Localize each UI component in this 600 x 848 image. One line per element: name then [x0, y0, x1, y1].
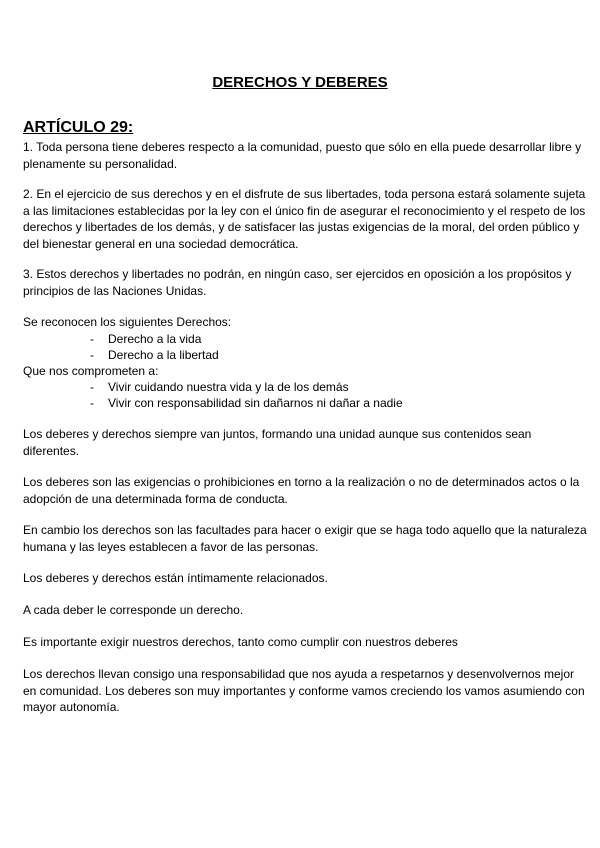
list-item-duty — [90, 379, 349, 395]
list-dash: - — [90, 396, 94, 410]
rights-intro: Se reconocen los siguientes Derechos: — [23, 315, 232, 329]
list-dash: - — [90, 348, 94, 362]
list-dash: - — [90, 332, 94, 346]
list-item-right — [90, 347, 219, 363]
article-heading: ARTÍCULO 29: — [23, 119, 134, 136]
paragraph-rights-definition: En cambio los derechos son las facultades para hacer o exigir que se haga todo aquello que la naturaleza humana y las leyes establecen a favor de las personas. — [23, 523, 587, 554]
paragraph-together: Los deberes y derechos siempre van juntos, formando una unidad aunque sus contenidos sean diferentes. — [23, 427, 532, 458]
list-item-text: Vivir cuidando nuestra vida y la de los demás — [108, 380, 349, 394]
paragraph-related: Los deberes y derechos están íntimamente relacionados. — [23, 571, 328, 585]
page-title: DERECHOS Y DEBERES — [212, 74, 388, 91]
list-item-text: Derecho a la libertad — [108, 348, 219, 362]
paragraph-duties-definition: Los deberes son las exigencias o prohibiciones en torno a la realización o no de determinados actos o la adopción de una determinada forma de conducta. — [23, 475, 580, 506]
list-item-text: Derecho a la vida — [108, 332, 202, 346]
list-item-text: Vivir con responsabilidad sin dañarnos ni dañar a nadie — [108, 396, 403, 410]
paragraph-each: A cada deber le corresponde un derecho. — [23, 603, 244, 617]
list-dash: - — [90, 380, 94, 394]
list-item-right — [90, 331, 201, 347]
article-paragraph-2: 2. En el ejercicio de sus derechos y en el disfrute de sus libertades, toda persona estará solamente sujeta a las limitaciones establecidas por la ley con el único fin de asegurar el reconocimiento y el respeto de los derechos y libertades de los demás, y de satisfacer las justas exigencias de la moral, del orden público y del bienestar general en una sociedad democrática. — [23, 187, 586, 251]
article-paragraph-3: 3. Estos derechos y libertades no podrán, en ningún caso, ser ejercidos en oposición a los propósitos y principios de las Naciones Unidas. — [23, 267, 572, 298]
paragraph-responsibility: Los derechos llevan consigo una responsabilidad que nos ayuda a respetarnos y desenvolvernos mejor en comunidad. Los deberes son muy importantes y conforme vamos creciendo los vamos asumiendo con mayor autonomía. — [23, 667, 585, 714]
list-item-duty — [90, 395, 403, 411]
article-paragraph-1: 1. Toda persona tiene deberes respecto a la comunidad, puesto que sólo en ella puede desarrollar libre y plenamente su personalidad. — [23, 140, 582, 171]
duties-intro: Que nos comprometen a: — [23, 364, 159, 378]
paragraph-important: Es importante exigir nuestros derechos, tanto como cumplir con nuestros deberes — [23, 635, 458, 649]
